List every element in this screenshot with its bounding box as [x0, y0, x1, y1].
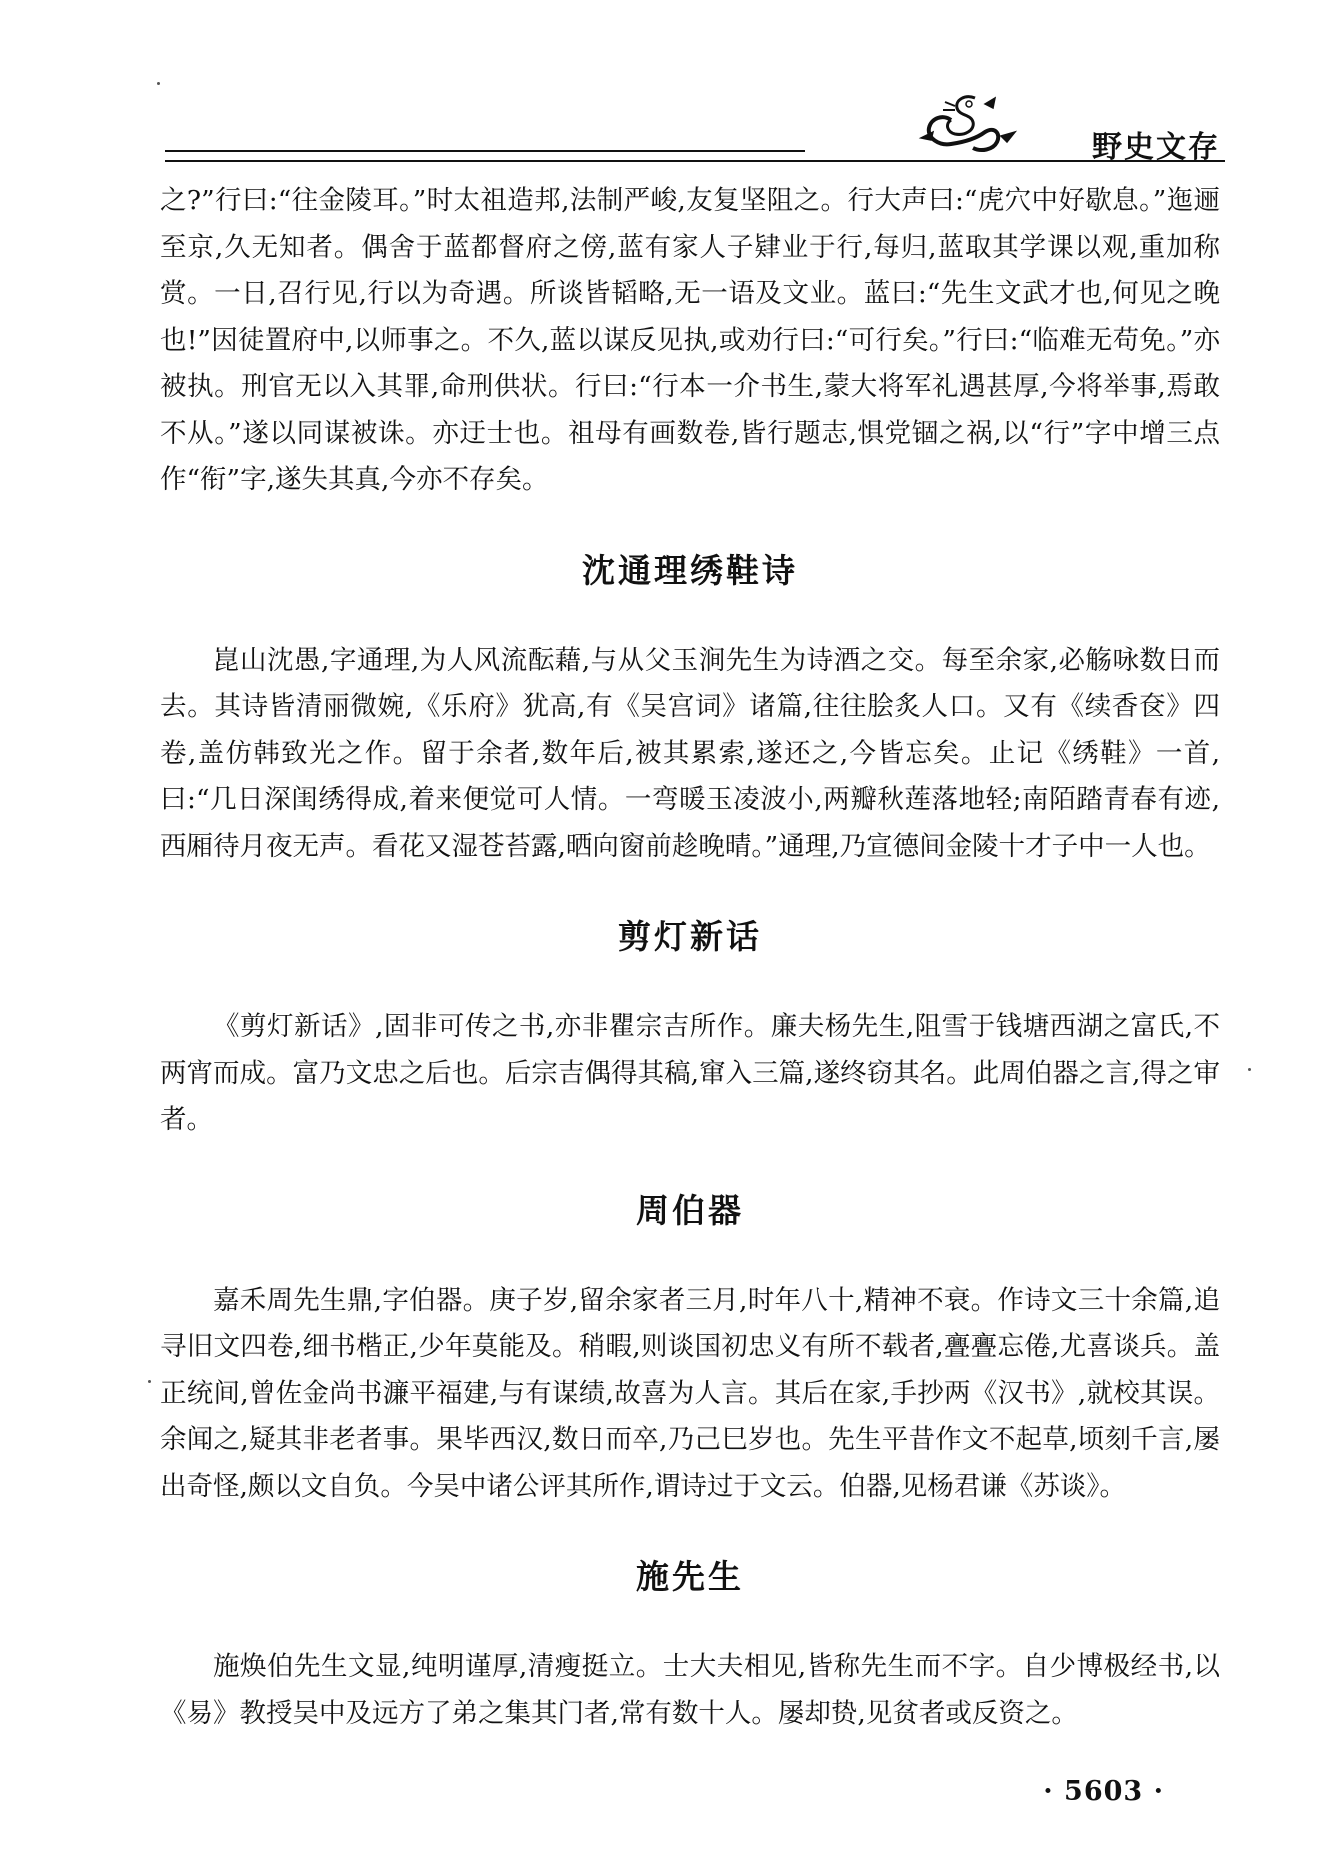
section-paragraph: 嘉禾周先生鼎,字伯器。庚子岁,留余家者三月,时年八十,精神不衰。作诗文三十余篇,追寻旧文四卷,细书楷正,少年莫能及。稍暇,则谈国初忠义有所不载者,亹亹忘倦,尤喜谈兵。盖正统间,曾佐金尚书濂平福建,与有谋绩,故喜为人言。其后在家,手抄两《汉书》,就校其误。余闻之,疑其非老者事。果毕西汉,数日而卒,乃己巳岁也。先生平昔作文不起草,顷刻千言,屡出奇怪,颇以文自负。今吴中诸公评其所作,谓诗过于文云。伯器,见杨君谦《苏谈》。 [160, 1284, 1220, 1502]
section-paragraph: 《剪灯新话》,固非可传之书,亦非瞿宗吉所作。廉夫杨先生,阻雪于钱塘西湖之富氏,不两宵而成。富乃文忠之后也。后宗吉偶得其稿,窜入三篇,遂终窃其名。此周伯器之言,得之审者。 [160, 1011, 1220, 1135]
section-paragraph: 施焕伯先生文显,纯明谨厚,清瘦挺立。士大夫相见,皆称先生而不字。自少博极经书,以《易》教授吴中及远方了弟之集其门者,常有数十人。屡却贽,见贫者或反资之。 [160, 1651, 1220, 1729]
section-title: 沈通理绣鞋诗 [582, 550, 798, 590]
dragon-icon [805, 92, 1055, 158]
scan-speck [157, 82, 160, 85]
section-title: 施先生 [636, 1557, 744, 1596]
header-title: 野史文存 [1092, 130, 1220, 165]
page-number: · 5603 · [1043, 1776, 1164, 1807]
section-title: 周伯器 [636, 1190, 744, 1230]
header-rule [165, 150, 805, 152]
opening-paragraph: 之?”行曰:“往金陵耳。”时太祖造邦,法制严峻,友复坚阻之。行大声曰:“虎穴中好歇息。”迤逦至京,久无知者。偶舍于蓝都督府之傍,蓝有家人子肄业于行,每归,蓝取其学课以观,重加称赏。一日,召行见,行以为奇遇。所谈皆韬略,无一语及文业。蓝曰:“先生文武才也,何见之晚也!”因徒置府中,以师事之。不久,蓝以谋反见执,或劝行曰:“可行矣。”行曰:“临难无苟免。”亦被执。刑官无以入其罪,命刑供状。行曰:“行本一介书生,蒙大将军礼遇甚厚,今将举事,焉敢不从。”遂以同谋被诛。亦迂士也。祖母有画数卷,皆行题志,惧党锢之祸,以“行”字中增三点作“衔”字,遂失其真,今亦不存矣。 [160, 185, 1220, 495]
section-paragraph: 崑山沈愚,字通理,为人风流酝藉,与从父玉涧先生为诗酒之交。每至余家,必觞咏数日而去。其诗皆清丽微婉,《乐府》犹高,有《吴宫词》诸篇,往往脍炙人口。又有《续香奁》四卷,盖仿韩致光之作。留于余者,数年后,被其累索,遂还之,今皆忘矣。止记《绣鞋》一首,曰:“几日深闺绣得成,着来便觉可人情。一弯暖玉凌波小,两瓣秋莲落地轻;南陌踏青春有迹,西厢待月夜无声。看花又湿苍苔露,晒向窗前趁晚晴。”通理,乃宣德间金陵十才子中一人也。 [160, 644, 1220, 862]
article-body [160, 178, 1220, 1737]
header-rule-bottom [165, 160, 1225, 162]
section-title: 剪灯新话 [618, 917, 762, 956]
scan-speck [148, 1380, 151, 1383]
page-header [165, 92, 1225, 165]
scan-speck [1248, 1068, 1251, 1071]
